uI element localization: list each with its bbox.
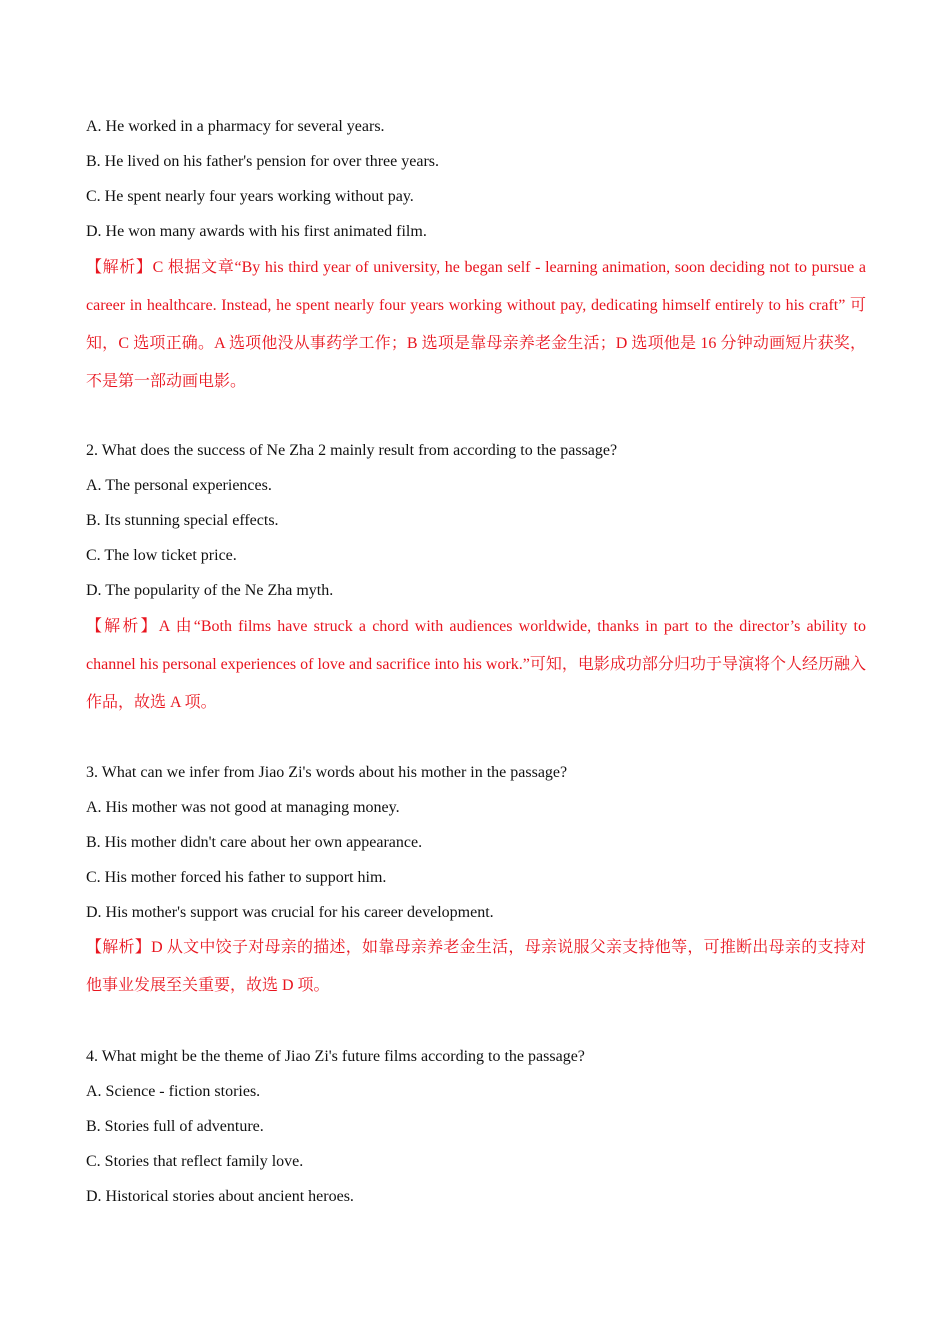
q1-option-c: C. He spent nearly four years working without pay. [86, 188, 414, 205]
analysis-tag: 【解析】 [86, 259, 153, 276]
q2-option-d: D. The popularity of the Ne Zha myth. [86, 582, 334, 599]
q1-option-d: D. He won many awards with his first animated film. [86, 223, 427, 240]
q1-option-a: A. He worked in a pharmacy for several years. [86, 118, 385, 135]
analysis-tag: 【解析】 [86, 939, 152, 956]
q3-option-d: D. His mother's support was crucial for his career development. [86, 904, 494, 921]
q4-question: 4. What might be the theme of Jiao Zi's future films according to the passage? [86, 1048, 585, 1065]
q2-option-c: C. The low ticket price. [86, 547, 237, 564]
q3-analysis [86, 929, 866, 1005]
q3-option-b: B. His mother didn't care about her own appearance. [86, 834, 423, 851]
q2-question: 2. What does the success of Ne Zha 2 mainly result from according to the passage? [86, 442, 618, 459]
analysis-tag: 【解析】 [86, 618, 159, 635]
q4-option-c: C. Stories that reflect family love. [86, 1153, 304, 1170]
q1-option-b: B. He lived on his father's pension for over three years. [86, 153, 439, 170]
analysis-text: D 从文中饺子对母亲的描述，如靠母亲养老金生活，母亲说服父亲支持他等，可推断出母亲的支持对他事业发展至关重要，故选 D 项。 [86, 939, 866, 994]
analysis-text: A 由“Both films have struck a chord with audiences worldwide, thanks in part to the director’s ability to channel his personal experiences of love and sacrifice into his work.”可知，电影成功部分归功于导演将个人经历融入作品，故选 A 项。 [86, 618, 866, 711]
q3-question: 3. What can we infer from Jiao Zi's words about his mother in the passage? [86, 764, 568, 781]
q3-option-a: A. His mother was not good at managing money. [86, 799, 400, 816]
q4-option-a: A. Science - fiction stories. [86, 1083, 261, 1100]
q2-option-b: B. Its stunning special effects. [86, 512, 279, 529]
q4-option-b: B. Stories full of adventure. [86, 1118, 264, 1135]
q4-option-d: D. Historical stories about ancient heroes. [86, 1188, 354, 1205]
q3-option-c: C. His mother forced his father to support him. [86, 869, 387, 886]
q2-option-a: A. The personal experiences. [86, 477, 272, 494]
q2-analysis [86, 608, 866, 722]
analysis-text: C 根据文章“By his third year of university, he began self - learning animation, soon deciding not to pursue a career in healthcare. Instead, he spent nearly four years working without pay, dedicating himself entirely to his craft” 可知，C 选项正确。A 选项他没从事药学工作；B 选项是靠母亲养老金生活；D 选项他是 16 分钟动画短片获奖，不是第一部动画电影。 [86, 259, 866, 390]
q1-analysis [86, 249, 866, 401]
